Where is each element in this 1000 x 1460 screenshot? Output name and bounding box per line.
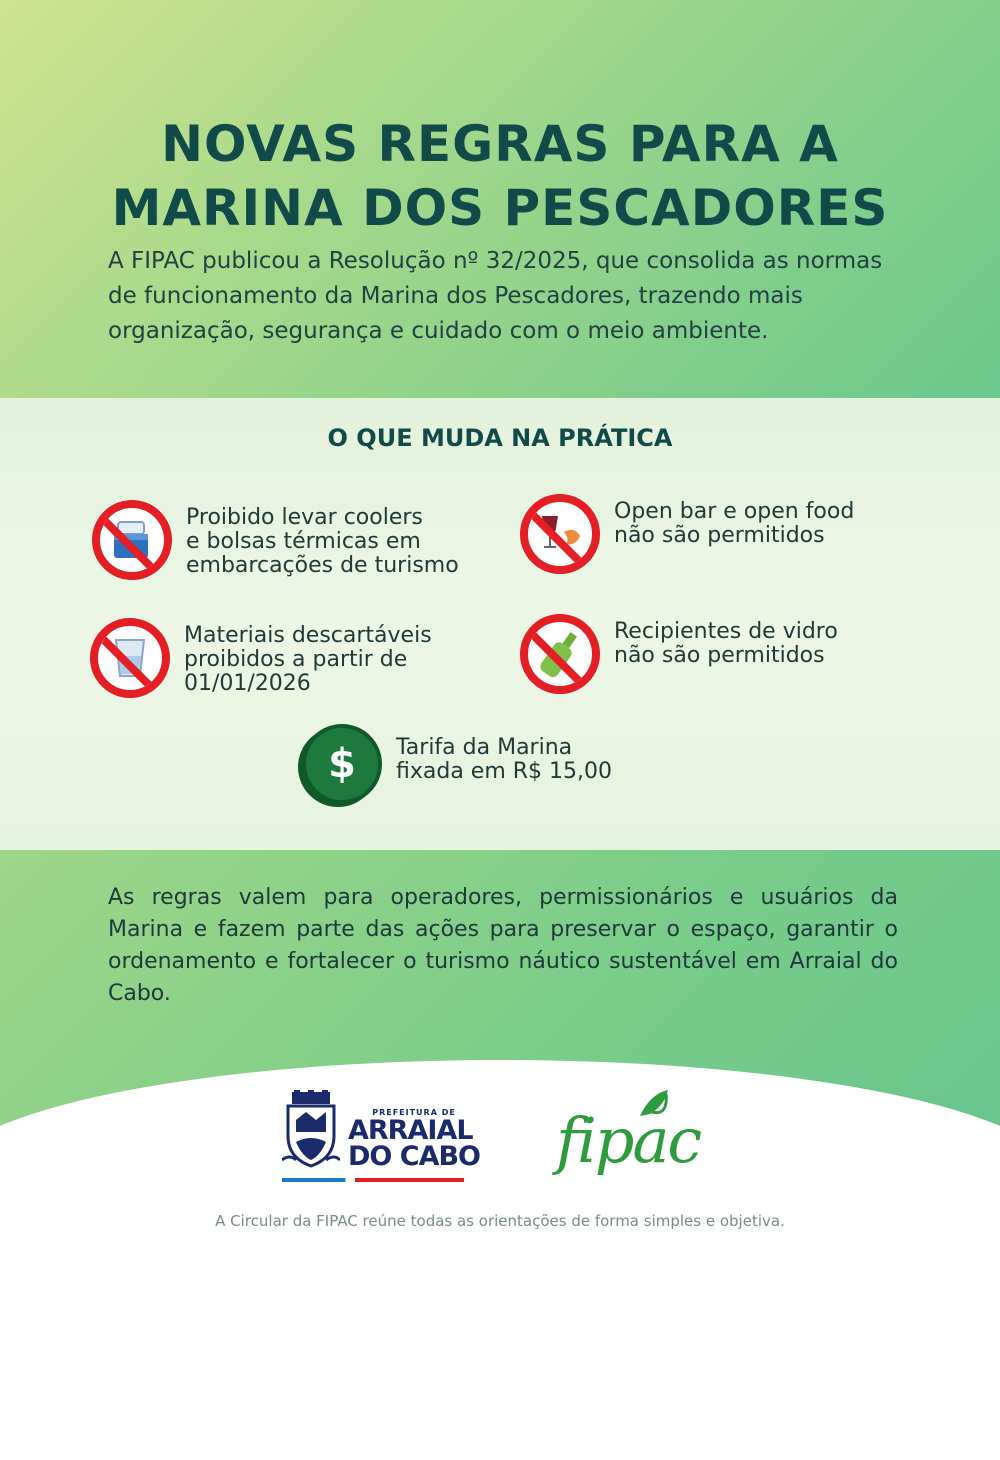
rule-open-bar-text: Open bar e open food não são permitidos	[614, 499, 855, 548]
intro-paragraph: A FIPAC publicou a Resolução nº 32/2025, que consolida as normas de funcionamento da Marina dos Pescadores, trazendo mais organização, segurança e cuidado com o meio ambiente.	[108, 248, 883, 344]
cooler-icon	[92, 500, 172, 580]
rule-disposables	[90, 618, 432, 698]
title-line-2: MARINA DOS PESCADORES	[111, 179, 889, 237]
arraial-color-stripe	[282, 1178, 464, 1182]
glass-bottle-icon	[520, 614, 600, 694]
closing-paragraph: As regras valem para operadores, permissionários e usuários da Marina e fazem parte das ações para preservar o espaço, garantir o ordenamento e fortalecer o turismo náutico sustentável em Arraial do Cabo.	[108, 885, 898, 1006]
rule-glass	[520, 614, 838, 694]
arraial-name-line1: ARRAIAL	[348, 1115, 473, 1146]
footer-note: A Circular da FIPAC reúne todas as orientações de forma simples e objetiva.	[215, 1212, 785, 1230]
white-wave	[0, 1060, 1000, 1460]
title-line-1: NOVAS REGRAS PARA A	[161, 115, 839, 173]
coat-of-arms-icon	[282, 1090, 340, 1170]
rule-glass-text: Recipientes de vidro não são permitidos	[614, 619, 838, 668]
wine-shrimp-icon	[520, 494, 600, 574]
rule-coolers-text: Proibido levar coolers e bolsas térmicas em embarcações de turismo	[186, 505, 459, 578]
dollar-coin-icon: $	[302, 724, 382, 804]
arraial-prefeitura-label: PREFEITURA DE	[372, 1108, 456, 1117]
fipac-wordmark: fipac	[556, 1104, 701, 1177]
rule-open-bar	[520, 494, 854, 574]
fee-item	[302, 724, 612, 804]
rule-disposables-text: Materiais descartáveis proibidos a partir de 01/01/2026	[184, 623, 432, 696]
section-heading: O QUE MUDA NA PRÁTICA	[327, 424, 673, 452]
disposable-cup-icon	[90, 618, 170, 698]
page-title	[0, 112, 1000, 240]
rule-coolers	[92, 500, 459, 580]
fipac-logo	[556, 1082, 726, 1192]
fee-text: Tarifa da Marina fixada em R$ 15,00	[396, 735, 613, 784]
arraial-name-line2: DO CABO	[348, 1141, 481, 1172]
arraial-do-cabo-logo	[282, 1090, 480, 1170]
